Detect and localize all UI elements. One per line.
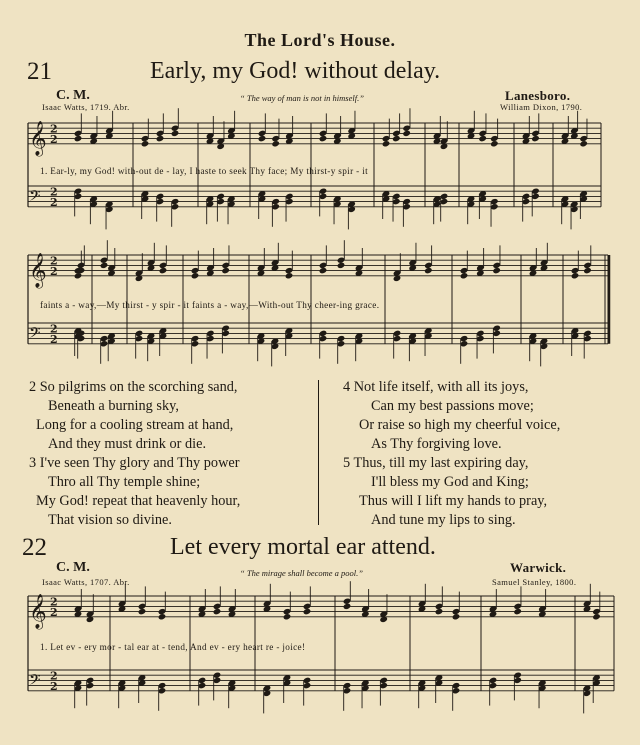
note-head: [452, 613, 461, 620]
treble-clef: 𝄞: [29, 120, 47, 156]
time-signature: 2: [50, 595, 58, 609]
note-head: [100, 262, 109, 269]
note-head: [579, 140, 588, 147]
hymn-number: 21: [27, 58, 52, 85]
time-signature: 2: [50, 322, 58, 336]
time-signature: 2: [50, 264, 58, 278]
note-head: [592, 613, 601, 620]
author-credit: Isaac Watts, 1719. Abr.: [42, 102, 130, 112]
note-head: [138, 608, 147, 615]
meter: C. M.: [56, 560, 90, 575]
treble-clef: 𝄞: [29, 252, 47, 288]
note-head: [583, 267, 592, 274]
treble-clef: 𝄞: [29, 593, 47, 629]
note-head: [460, 272, 469, 279]
note-head: [74, 135, 83, 142]
note-head: [271, 140, 280, 147]
hymn-title: Let every mortal ear attend.: [170, 534, 436, 560]
note-head: [343, 603, 352, 610]
stanza-4: 4 Not life itself, with all its joys, Can my best passions move; Or raise so high my cheerful voice, As Thy forgiving love.: [343, 379, 561, 452]
stanza-2: 2 So pilgrims on the scorching sand, Beneath a burning sky, Long for a cooling stream at hand, And they must drink or die.: [29, 379, 238, 452]
note-head: [337, 262, 346, 269]
motto: “ The way of man is not in himself.”: [240, 93, 364, 103]
note-head: [382, 140, 391, 147]
note-head: [435, 608, 444, 615]
time-signature: 2: [50, 605, 58, 619]
note-head: [141, 140, 150, 147]
note-head: [531, 135, 540, 142]
note-head: [392, 135, 401, 142]
time-signature: 2: [50, 679, 58, 693]
stanza-5: 5 Thus, till my last expiring day, I'll bless my God and King; Thus will I lift my hands to pray, And tune my lips to sing.: [343, 455, 548, 528]
composer-credit: Samuel Stanley, 1800.: [492, 577, 577, 587]
note-head: [490, 140, 499, 147]
bass-clef: 𝄢: [29, 324, 41, 346]
bass-clef: 𝄢: [29, 671, 41, 693]
hymn-number: 22: [22, 534, 47, 561]
tune-name: Warwick.: [510, 560, 567, 575]
time-signature: 2: [50, 332, 58, 346]
note-head: [171, 130, 180, 137]
section-header: The Lord's House.: [244, 30, 396, 50]
motto: “ The mirage shall become a pool.”: [240, 568, 364, 578]
note-head: [283, 613, 292, 620]
note-head: [213, 608, 222, 615]
lyric-line: 1. Ear-ly, my God! with-out de - lay, I haste to seek Thy face; My thirst-y spir - it: [40, 166, 368, 176]
time-signature: 2: [50, 195, 58, 209]
note-head: [492, 267, 501, 274]
time-signature: 2: [50, 185, 58, 199]
hymn-title: Early, my God! without delay.: [150, 58, 441, 84]
note-head: [159, 267, 168, 274]
note-head: [513, 608, 522, 615]
note-head: [478, 135, 487, 142]
note-head: [319, 135, 328, 142]
tune-name: Lanesboro.: [505, 88, 571, 103]
lyric-line: 1. Let ev - ery mor - tal ear at - tend, And ev - ery heart re - joice!: [40, 642, 306, 652]
time-signature: 2: [50, 122, 58, 136]
author-credit: Isaac Watts, 1707. Abr.: [42, 577, 130, 587]
note-head: [424, 267, 433, 274]
meter: C. M.: [56, 88, 90, 103]
bass-clef: 𝄢: [29, 187, 41, 209]
note-head: [571, 272, 580, 279]
note-head: [285, 272, 294, 279]
note-head: [319, 267, 328, 274]
note-head: [303, 608, 312, 615]
time-signature: 2: [50, 669, 58, 683]
note-head: [191, 272, 200, 279]
lyric-line: faints a - way,—My thirst - y spir - it faints a - way,—With-out Thy cheer-ing grace.: [40, 300, 380, 310]
column-divider: [318, 380, 319, 525]
time-signature: 2: [50, 254, 58, 268]
note-head: [221, 267, 230, 274]
note-head: [402, 130, 411, 137]
time-signature: 2: [50, 132, 58, 146]
composer-credit: William Dixon, 1790.: [500, 102, 583, 112]
note-head: [158, 613, 167, 620]
stanza-3: 3 I've seen Thy glory and Thy power Thro all Thy temple shine; My God! repeat that heavenly hour, That vision so divine.: [29, 455, 241, 528]
note-head: [258, 135, 267, 142]
note-head: [156, 135, 165, 142]
